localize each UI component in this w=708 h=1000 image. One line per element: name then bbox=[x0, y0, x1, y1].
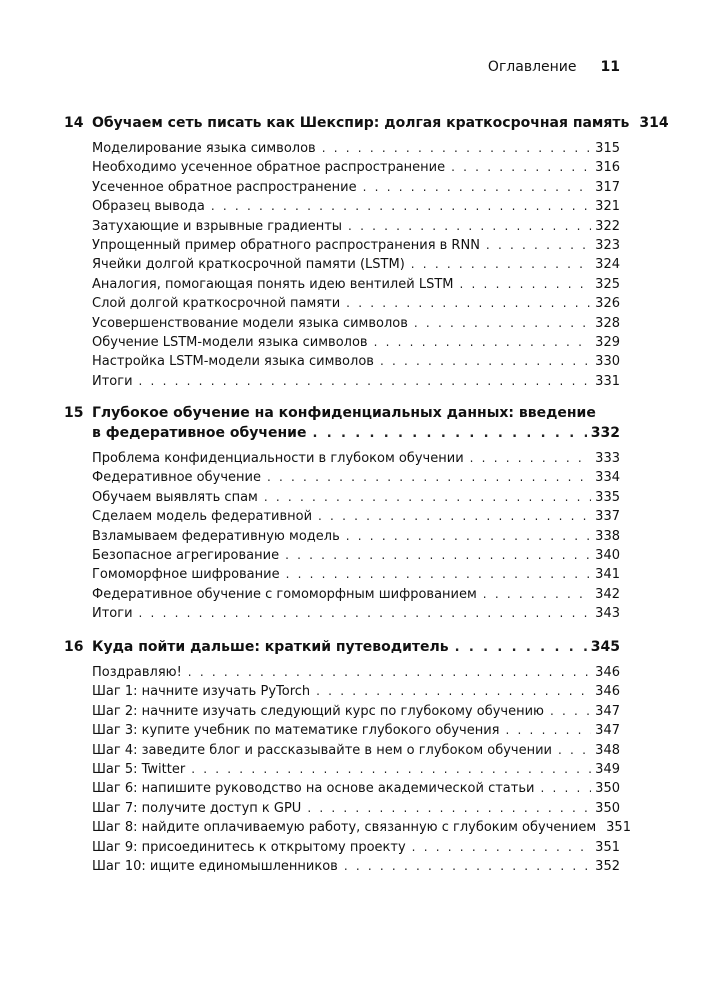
dot-leader bbox=[139, 372, 592, 391]
entry-title: Ячейки долгой краткосрочной памяти (LSTM) bbox=[92, 257, 405, 273]
toc-entry[interactable] bbox=[92, 546, 620, 565]
toc-entry[interactable] bbox=[92, 158, 620, 177]
entry-title: Шаг 3: купите учебник по математике глубокого обучения bbox=[92, 723, 500, 739]
entry-page: 325 bbox=[595, 276, 620, 292]
toc-entry[interactable] bbox=[92, 760, 620, 779]
toc-entry[interactable] bbox=[92, 178, 620, 197]
entry-title: Упрощенный пример обратного распространения в RNN bbox=[92, 237, 480, 253]
chapter-entries bbox=[64, 139, 620, 391]
dot-leader bbox=[267, 468, 591, 487]
entry-page: 322 bbox=[595, 218, 620, 234]
chapter-16 bbox=[64, 637, 631, 876]
dot-leader bbox=[348, 217, 591, 236]
dot-leader bbox=[286, 565, 592, 584]
entry-page: 335 bbox=[595, 489, 620, 505]
dot-leader bbox=[363, 178, 592, 197]
toc-entry[interactable] bbox=[92, 507, 620, 526]
dot-leader bbox=[412, 838, 592, 857]
chapter-heading-line1[interactable] bbox=[64, 403, 620, 423]
dot-leader bbox=[505, 721, 591, 740]
toc-entry[interactable] bbox=[92, 721, 620, 740]
entry-title: Шаг 6: напишите руководство на основе академической статьи bbox=[92, 781, 535, 797]
chapter-14 bbox=[64, 113, 669, 391]
entry-page: 347 bbox=[595, 723, 620, 739]
dot-leader bbox=[455, 638, 587, 658]
chapter-entries bbox=[64, 663, 631, 876]
entry-title: Проблема конфиденциальности в глубоком обучении bbox=[92, 451, 464, 466]
entry-page: 329 bbox=[595, 334, 620, 350]
chapter-title: Куда пойти дальше: краткий путеводитель bbox=[92, 639, 449, 655]
toc-entry[interactable] bbox=[92, 857, 620, 876]
entry-title: Шаг 8: найдите оплачиваемую работу, связанную с глубоким обучением bbox=[92, 820, 597, 836]
dot-leader bbox=[380, 352, 591, 371]
chapter-heading[interactable] bbox=[64, 113, 669, 133]
entry-title: Необходимо усеченное обратное распространение bbox=[92, 160, 446, 176]
toc-entry[interactable] bbox=[92, 372, 620, 391]
entry-title: Итоги bbox=[92, 606, 133, 622]
dot-leader bbox=[451, 158, 591, 177]
dot-leader bbox=[139, 604, 592, 623]
toc-entry[interactable] bbox=[92, 468, 620, 487]
dot-leader bbox=[486, 236, 591, 255]
entry-page: 321 bbox=[595, 199, 620, 215]
entry-title: Образец вывода bbox=[92, 199, 205, 215]
entry-title: Обучение LSTM-модели языка символов bbox=[92, 334, 368, 350]
toc-entry[interactable] bbox=[92, 818, 631, 837]
dot-leader bbox=[307, 799, 591, 818]
entry-page: 330 bbox=[595, 354, 620, 370]
entry-title: Итоги bbox=[92, 373, 133, 389]
dot-leader bbox=[374, 333, 592, 352]
toc-entry[interactable] bbox=[92, 565, 620, 584]
running-head-page-number: 11 bbox=[600, 59, 620, 75]
entry-title: Поздравляю! bbox=[92, 665, 182, 680]
dot-leader bbox=[322, 139, 591, 158]
dot-leader bbox=[459, 275, 591, 294]
dot-leader bbox=[470, 449, 592, 468]
chapter-title: Обучаем сеть писать как Шекспир: долгая краткосрочная память bbox=[92, 115, 630, 131]
entry-page: 346 bbox=[595, 665, 620, 680]
toc-entry[interactable] bbox=[92, 779, 620, 798]
chapter-page: 332 bbox=[590, 425, 620, 441]
entry-title: Затухающие и взрывные градиенты bbox=[92, 218, 343, 234]
dot-leader bbox=[264, 488, 591, 507]
toc-entry[interactable] bbox=[92, 838, 620, 857]
entry-page: 350 bbox=[595, 781, 620, 797]
toc-entry[interactable] bbox=[92, 527, 620, 546]
toc-entry[interactable] bbox=[92, 682, 620, 701]
chapter-number: 14 bbox=[64, 115, 84, 131]
toc-entry[interactable] bbox=[92, 585, 620, 604]
toc-entry[interactable] bbox=[92, 275, 620, 294]
chapter-title-line1: Глубокое обучение на конфиденциальных данных: введение bbox=[92, 405, 596, 421]
entry-title: Гомоморфное шифрование bbox=[92, 567, 280, 583]
toc-entry[interactable] bbox=[92, 217, 620, 236]
dot-leader bbox=[483, 585, 591, 604]
entry-page: 347 bbox=[595, 703, 620, 719]
entry-title: Шаг 7: получите доступ к GPU bbox=[92, 800, 302, 816]
dot-leader bbox=[211, 197, 591, 216]
entry-page: 338 bbox=[595, 528, 620, 544]
chapter-heading-line2[interactable] bbox=[64, 423, 620, 443]
dot-leader bbox=[346, 294, 591, 313]
entry-page: 349 bbox=[595, 761, 620, 777]
dot-leader bbox=[540, 779, 591, 798]
dot-leader bbox=[411, 255, 591, 274]
entry-title: Шаг 10: ищите единомышленников bbox=[92, 858, 338, 874]
chapter-entries bbox=[64, 449, 620, 624]
dot-leader bbox=[318, 507, 591, 526]
toc-entry[interactable] bbox=[92, 663, 620, 682]
entry-title: Шаг 4: заведите блог и рассказывайте в нем о глубоком обучении bbox=[92, 742, 553, 758]
toc-entry[interactable] bbox=[92, 294, 620, 313]
entry-page: 315 bbox=[595, 141, 620, 156]
entry-title: Усовершенствование модели языка символов bbox=[92, 315, 408, 331]
entry-page: 341 bbox=[595, 567, 620, 583]
toc-entry[interactable] bbox=[92, 799, 620, 818]
running-head bbox=[488, 57, 620, 77]
entry-page: 351 bbox=[606, 820, 631, 836]
toc-entry[interactable] bbox=[92, 741, 620, 760]
toc-entry[interactable] bbox=[92, 604, 620, 623]
entry-page: 340 bbox=[595, 547, 620, 563]
entry-page: 324 bbox=[595, 257, 620, 273]
entry-page: 352 bbox=[595, 858, 620, 874]
dot-leader bbox=[414, 314, 591, 333]
entry-title: Слой долгой краткосрочной памяти bbox=[92, 296, 341, 312]
entry-page: 346 bbox=[595, 684, 620, 700]
entry-title: Обучаем выявлять спам bbox=[92, 489, 258, 505]
entry-page: 331 bbox=[595, 373, 620, 389]
toc-entry[interactable] bbox=[92, 236, 620, 255]
toc-entry[interactable] bbox=[92, 488, 620, 507]
running-head-section: Оглавление bbox=[487, 59, 577, 75]
entry-title: Усеченное обратное распространение bbox=[92, 179, 357, 195]
entry-title: Сделаем модель федеративной bbox=[92, 509, 313, 525]
entry-title: Федеративное обучение bbox=[92, 470, 261, 486]
chapter-page: 314 bbox=[639, 115, 669, 131]
toc-entry[interactable] bbox=[92, 449, 620, 468]
toc-entry[interactable] bbox=[92, 333, 620, 352]
entry-page: 343 bbox=[595, 606, 620, 622]
entry-page: 350 bbox=[595, 800, 620, 816]
entry-page: 317 bbox=[595, 179, 620, 195]
chapter-title-line2: в федеративное обучение bbox=[92, 425, 307, 441]
chapter-page: 345 bbox=[590, 639, 620, 655]
chapter-number: 15 bbox=[64, 405, 84, 421]
entry-title: Аналогия, помогающая понять идею вентилей LSTM bbox=[92, 276, 454, 292]
toc-entry[interactable] bbox=[92, 197, 620, 216]
entry-page: 328 bbox=[595, 315, 620, 331]
entry-page: 333 bbox=[595, 451, 620, 466]
entry-page: 326 bbox=[595, 296, 620, 312]
dot-leader bbox=[344, 857, 591, 876]
entry-page: 316 bbox=[595, 160, 620, 176]
entry-page: 334 bbox=[595, 470, 620, 486]
toc-entry[interactable] bbox=[92, 702, 620, 721]
toc-entry[interactable] bbox=[92, 352, 620, 371]
entry-title: Шаг 5: Twitter bbox=[92, 761, 186, 777]
entry-title: Шаг 2: начните изучать следующий курс по глубокому обучению bbox=[92, 703, 544, 719]
entry-title: Шаг 1: начните изучать PyTorch bbox=[92, 684, 311, 700]
dot-leader bbox=[285, 546, 591, 565]
entry-page: 337 bbox=[595, 509, 620, 525]
dot-leader bbox=[558, 741, 591, 760]
toc-entry[interactable] bbox=[92, 255, 620, 274]
entry-page: 342 bbox=[595, 586, 620, 602]
entry-title: Настройка LSTM-модели языка символов bbox=[92, 354, 374, 370]
entry-title: Моделирование языка символов bbox=[92, 141, 316, 156]
chapter-number: 16 bbox=[64, 639, 84, 655]
entry-title: Шаг 9: присоединитесь к открытому проекту bbox=[92, 839, 406, 855]
chapter-heading[interactable] bbox=[64, 637, 620, 657]
dot-leader bbox=[316, 682, 591, 701]
dot-leader bbox=[550, 702, 591, 721]
entry-page: 351 bbox=[595, 839, 620, 855]
entry-title: Взламываем федеративную модель bbox=[92, 528, 340, 544]
entry-page: 323 bbox=[595, 237, 620, 253]
entry-page: 348 bbox=[595, 742, 620, 758]
toc-entry[interactable] bbox=[92, 314, 620, 333]
entry-title: Безопасное агрегирование bbox=[92, 547, 280, 563]
dot-leader bbox=[188, 663, 591, 682]
dot-leader bbox=[346, 527, 591, 546]
dot-leader bbox=[312, 424, 586, 444]
entry-title: Федеративное обучение с гомоморфным шифрованием bbox=[92, 586, 477, 602]
chapter-15 bbox=[64, 403, 620, 624]
toc-entry[interactable] bbox=[92, 139, 620, 158]
dot-leader bbox=[191, 760, 591, 779]
